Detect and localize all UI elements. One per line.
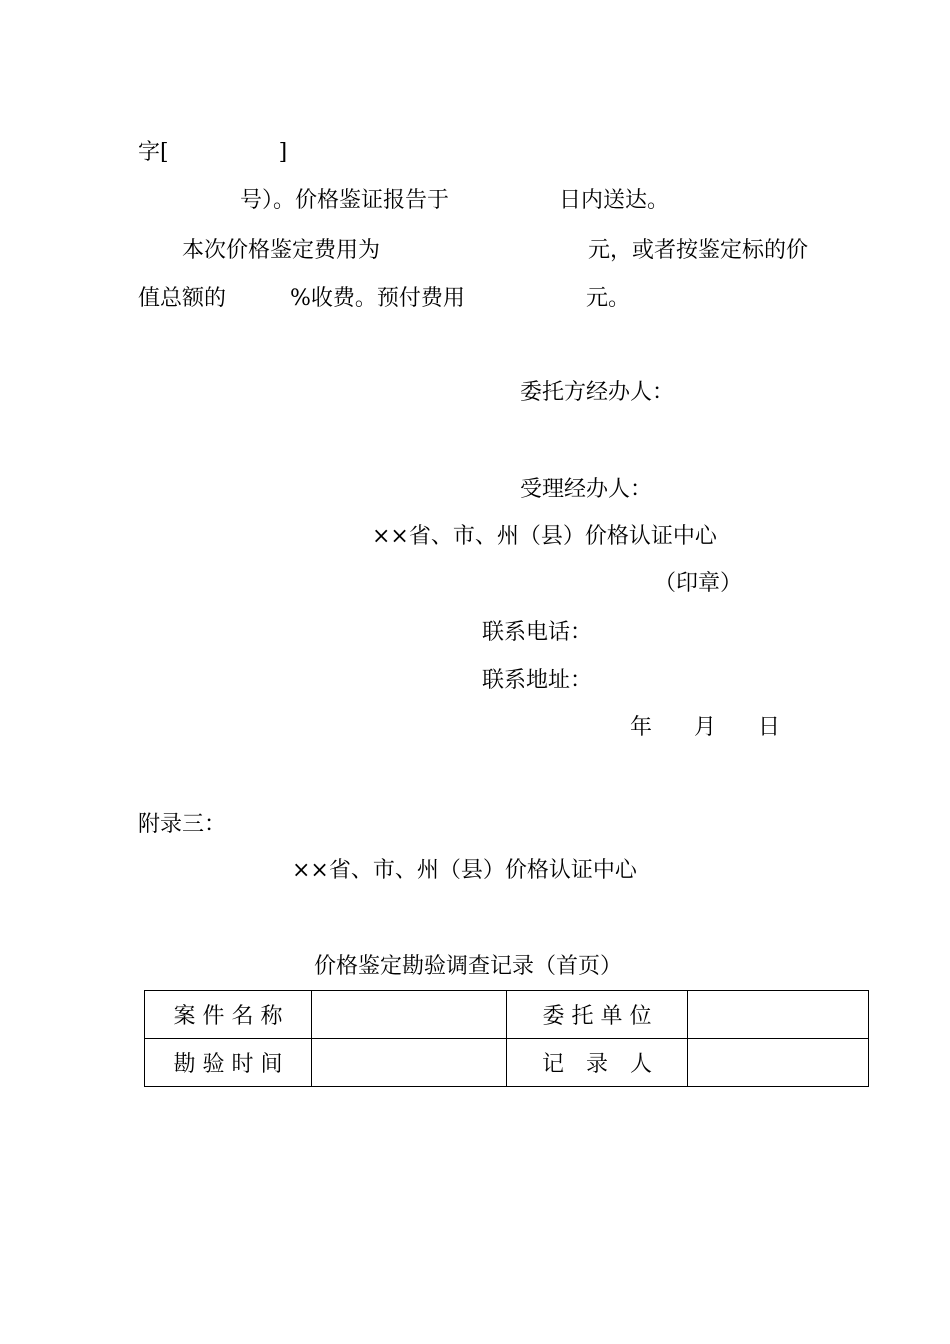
table-row xyxy=(145,1039,869,1087)
date-month: 月 xyxy=(694,715,717,740)
letter-fee-text-continued: 元，或者按鉴定标的价 xyxy=(588,238,809,263)
accept-agent-label: 受理经办人： xyxy=(520,477,653,502)
client-agent-label: 委托方经办人： xyxy=(520,380,675,405)
appendix-heading: 附录三： xyxy=(138,812,227,837)
inspection-time-value xyxy=(312,1039,507,1087)
letter-prepaid-fee-label: %收费。预付费用 xyxy=(290,286,465,311)
record-title: 价格鉴定勘验调查记录（首页） xyxy=(314,954,623,979)
inspection-record-table xyxy=(144,990,869,1087)
appendix-center-name: ××省、市、州（县）价格认证中心 xyxy=(292,858,637,883)
contact-address-label: 联系地址： xyxy=(482,668,593,693)
recorder-label: 记 录 人 xyxy=(507,1039,688,1087)
letter-fee-text: 本次价格鉴定费用为 xyxy=(182,238,381,263)
letter-line-1: 字[ ] xyxy=(138,140,288,165)
issuing-center-name: ××省、市、州（县）价格认证中心 xyxy=(372,524,717,549)
date-day: 日 xyxy=(758,715,781,740)
inspection-time-label: 勘 验 时 间 xyxy=(145,1039,312,1087)
case-name-label: 案 件 名 称 xyxy=(145,991,312,1039)
seal-note: （印章） xyxy=(654,571,743,596)
date-year: 年 xyxy=(630,715,653,740)
recorder-value xyxy=(688,1039,869,1087)
letter-fee-percent-label: 值总额的 xyxy=(138,286,227,311)
client-unit-label: 委 托 单 位 xyxy=(507,991,688,1039)
table-row xyxy=(145,991,869,1039)
case-name-value xyxy=(312,991,507,1039)
contact-phone-label: 联系电话： xyxy=(482,620,593,645)
letter-prepaid-fee-unit: 元。 xyxy=(586,286,631,311)
client-unit-value xyxy=(688,991,869,1039)
letter-line-2: 号）。价格鉴证报告于 日内送达。 xyxy=(240,188,670,213)
